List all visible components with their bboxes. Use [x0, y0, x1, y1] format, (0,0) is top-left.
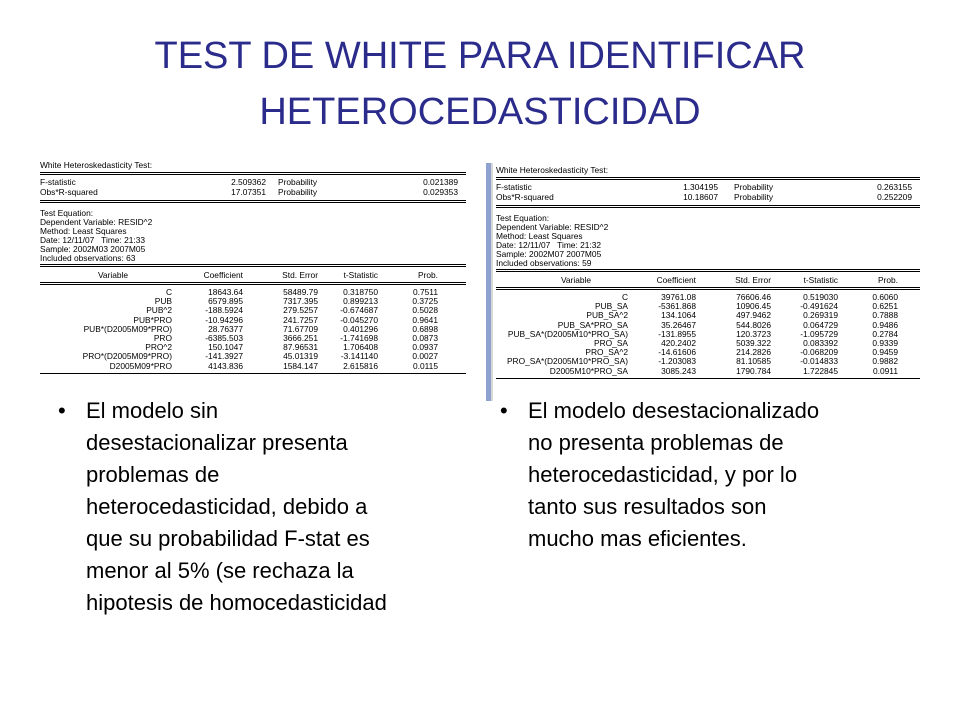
table-cell: 0.0027: [412, 351, 438, 362]
bullet-line: heterocedasticidad, y por lo: [528, 462, 798, 487]
table-cell-variable: PRO^2: [145, 342, 172, 353]
stat-prob: 0.252209: [877, 192, 912, 202]
table-cell-variable: PRO_SA^2: [585, 347, 628, 358]
table-cell: 0.7511: [413, 287, 438, 297]
table-cell-variable: PRO_SA*(D2005M10*PRO_SA): [506, 356, 628, 367]
column-header: Variable: [560, 275, 592, 285]
table-cell: 87.96531: [283, 342, 318, 353]
column-header: Std. Error: [282, 270, 318, 280]
info-line: Test Equation:: [496, 213, 550, 223]
table-cell: 0.519030: [803, 292, 838, 302]
table-cell-variable: D2005M10*PRO_SA: [549, 365, 628, 376]
table-cell-variable: C: [621, 292, 628, 302]
table-cell: 1.706408: [343, 342, 378, 353]
bullet-line: El modelo sin: [86, 398, 219, 423]
table-cell: 76606.46: [736, 292, 771, 302]
stat-value: 1.304195: [683, 182, 718, 192]
bullet-line: tanto sus resultados son: [528, 494, 767, 519]
table-cell: 0.6060: [872, 292, 898, 302]
table-cell: -3.141140: [340, 351, 378, 362]
rule: [496, 177, 920, 180]
table-cell: 279.5257: [283, 305, 318, 316]
title-line-2: HETEROCEDASTICIDAD: [259, 91, 701, 133]
column-header: Coefficient: [203, 270, 243, 280]
table-cell: 0.3725: [412, 296, 438, 307]
stat-label: Obs*R-squared: [40, 187, 98, 197]
slide-title: [0, 28, 960, 140]
table-cell: -0.491624: [800, 301, 838, 312]
bullet-marker: •: [500, 398, 508, 423]
bullet-marker: •: [58, 398, 66, 423]
rule: [40, 200, 466, 203]
table-cell: -0.014833: [800, 356, 838, 367]
bullet-line: heterocedasticidad, debido a: [86, 494, 368, 519]
table-cell-variable: PUB: [154, 296, 172, 307]
table-cell: 0.0873: [412, 333, 438, 343]
rule: [40, 172, 466, 175]
bullet-line: problemas de: [86, 462, 220, 487]
info-line: Dependent Variable: RESID^2: [40, 217, 153, 227]
table-cell: -131.8955: [658, 328, 696, 339]
rule: [40, 264, 466, 267]
table-cell: 0.5028: [412, 305, 438, 316]
bullet-right: [500, 395, 920, 595]
bullet-left: [58, 395, 478, 655]
info-line: Sample: 2002M07 2007M05: [496, 249, 602, 259]
column-header: Coefficient: [656, 275, 696, 285]
info-line: Test Equation:: [40, 208, 94, 218]
table-cell: -141.3927: [205, 351, 243, 362]
table-cell: 0.9339: [872, 338, 898, 348]
table-cell: 0.0911: [873, 365, 898, 376]
rule: [40, 282, 466, 285]
table-cell: 1584.147: [283, 360, 318, 371]
rule: [40, 373, 466, 374]
table-cell: 5039.322: [736, 338, 771, 348]
rule: [496, 378, 920, 379]
table-cell: -14.61606: [658, 347, 696, 358]
column-header: Variable: [97, 270, 129, 280]
info-line: Included observations: 59: [496, 258, 592, 268]
table-cell: 0.9641: [412, 314, 438, 325]
table-cell-variable: PRO: [153, 333, 172, 343]
table-cell: 0.6898: [412, 323, 438, 334]
info-line: Dependent Variable: RESID^2: [496, 222, 609, 232]
table-cell: 10906.45: [736, 301, 771, 312]
table-cell: 120.3723: [736, 328, 771, 339]
bullet-line: mucho mas eficientes.: [528, 526, 747, 551]
table-cell-variable: PRO_SA: [594, 338, 628, 348]
table-cell-variable: PUB_SA*(D2005M10*PRO_SA): [507, 328, 628, 339]
table-cell: -6385.503: [205, 333, 243, 343]
table-cell: 71.67709: [283, 323, 318, 334]
stat-value: 10.18607: [683, 192, 718, 202]
table-cell: -10.94296: [205, 314, 243, 325]
table-cell: 28.76377: [208, 323, 243, 334]
table-cell: 3666.251: [283, 333, 318, 343]
stat-label: Obs*R-squared: [496, 192, 554, 202]
table-cell-variable: PUB_SA^2: [586, 310, 628, 321]
column-header: Std. Error: [735, 275, 771, 285]
table-cell: -188.5924: [205, 305, 243, 316]
bullet-right-text: [528, 395, 819, 555]
table-cell: 420.2402: [661, 338, 696, 348]
table-cell: 0.0937: [412, 342, 438, 353]
stat-value: 17.07351: [231, 187, 266, 197]
table-cell: 0.9459: [872, 347, 898, 358]
bullet-line: menor al 5% (se rechaza la: [86, 558, 354, 583]
table-cell: 0.0115: [413, 360, 438, 371]
table-cell: 0.2784: [872, 328, 898, 339]
table-cell: 4143.836: [208, 360, 243, 371]
table-cell: 241.7257: [283, 314, 318, 325]
panel-header: White Heteroskedasticity Test:: [496, 165, 609, 175]
stat-prob-label: Probability: [734, 182, 774, 192]
table-cell: 0.9882: [872, 356, 898, 367]
table-cell: 134.1064: [661, 310, 696, 321]
table-cell: 0.899213: [343, 296, 378, 307]
table-cell: 0.269319: [803, 310, 838, 321]
table-cell-variable: D2005M09*PRO: [109, 360, 172, 371]
table-cell: 0.083392: [803, 338, 838, 348]
table-cell: 0.401296: [343, 323, 378, 334]
panel-header: White Heteroskedasticity Test:: [40, 160, 153, 170]
table-cell: 3085.243: [661, 365, 696, 376]
table-cell: 0.064729: [803, 319, 838, 330]
stat-label: F-statistic: [496, 182, 532, 192]
table-cell: 7317.395: [283, 296, 318, 307]
table-cell-variable: PUB_SA*PRO_SA: [557, 319, 628, 330]
stat-prob-label: Probability: [278, 187, 318, 197]
bullet-line: que su probabilidad F-stat es: [86, 526, 370, 551]
stat-label: F-statistic: [40, 177, 76, 187]
stat-prob: 0.021389: [423, 177, 458, 187]
stat-prob-label: Probability: [278, 177, 318, 187]
table-cell: 1.722845: [803, 365, 838, 376]
table-cell: -1.741698: [340, 333, 378, 343]
info-line: Date: 12/11/07 Time: 21:32: [496, 240, 602, 250]
table-cell: 150.1047: [208, 342, 243, 353]
table-cell-variable: PUB^2: [146, 305, 172, 316]
table-cell-variable: PUB*PRO: [133, 314, 172, 325]
table-cell-variable: PUB_SA: [594, 301, 628, 312]
white-test-output-left: [38, 158, 466, 400]
rule: [496, 269, 920, 272]
table-cell: 18643.64: [208, 287, 243, 297]
stat-prob-label: Probability: [734, 192, 774, 202]
title-line-1: TEST DE WHITE PARA IDENTIFICAR: [154, 35, 806, 77]
table-cell: 58489.79: [283, 287, 318, 297]
table-cell: 6579.895: [208, 296, 243, 307]
table-cell: -1.203083: [658, 356, 696, 367]
table-cell: 2.615816: [343, 360, 378, 371]
info-line: Sample: 2002M03 2007M05: [40, 244, 146, 254]
table-cell: -5361.868: [658, 301, 696, 312]
bullet-left-text: [86, 395, 387, 619]
table-cell: 45.01319: [283, 351, 318, 362]
table-cell-variable: PRO*(D2005M09*PRO): [82, 351, 172, 362]
rule: [496, 287, 920, 290]
table-cell: -0.674687: [340, 305, 378, 316]
rule: [496, 205, 920, 208]
table-cell: 81.10585: [736, 356, 771, 367]
table-cell: 544.8026: [736, 319, 771, 330]
table-cell: 0.6251: [872, 301, 898, 312]
bullet-line: El modelo desestacionalizado: [528, 398, 820, 423]
table-cell: 497.9462: [736, 310, 771, 321]
info-line: Method: Least Squares: [496, 231, 583, 241]
column-header: t-Statistic: [803, 275, 838, 285]
info-line: Included observations: 63: [40, 253, 136, 263]
info-line: Date: 12/11/07 Time: 21:33: [40, 235, 146, 245]
table-cell: 0.7888: [872, 310, 898, 321]
stat-value: 2.509362: [231, 177, 266, 187]
white-test-output-right: [486, 163, 920, 401]
table-cell: -1.095729: [800, 328, 838, 339]
table-cell: -0.045270: [340, 314, 378, 325]
column-header: Prob.: [877, 275, 898, 285]
column-header: Prob.: [417, 270, 438, 280]
stat-prob: 0.263155: [877, 182, 912, 192]
table-cell: 0.9486: [872, 319, 898, 330]
table-cell: 214.2826: [736, 347, 771, 358]
table-cell: 39761.08: [661, 292, 696, 302]
table-cell: -0.068209: [800, 347, 838, 358]
stat-prob: 0.029353: [423, 187, 458, 197]
table-cell: 35.26467: [661, 319, 696, 330]
table-cell: 0.318750: [343, 287, 378, 297]
table-cell-variable: C: [165, 287, 172, 297]
info-line: Method: Least Squares: [40, 226, 127, 236]
table-cell: 1790.784: [736, 365, 771, 376]
bullet-line: hipotesis de homocedasticidad: [86, 590, 387, 615]
table-cell-variable: PUB*(D2005M09*PRO): [83, 323, 172, 334]
bullet-line: no presenta problemas de: [528, 430, 784, 455]
column-header: t-Statistic: [343, 270, 378, 280]
bullet-line: desestacionalizar presenta: [86, 430, 348, 455]
